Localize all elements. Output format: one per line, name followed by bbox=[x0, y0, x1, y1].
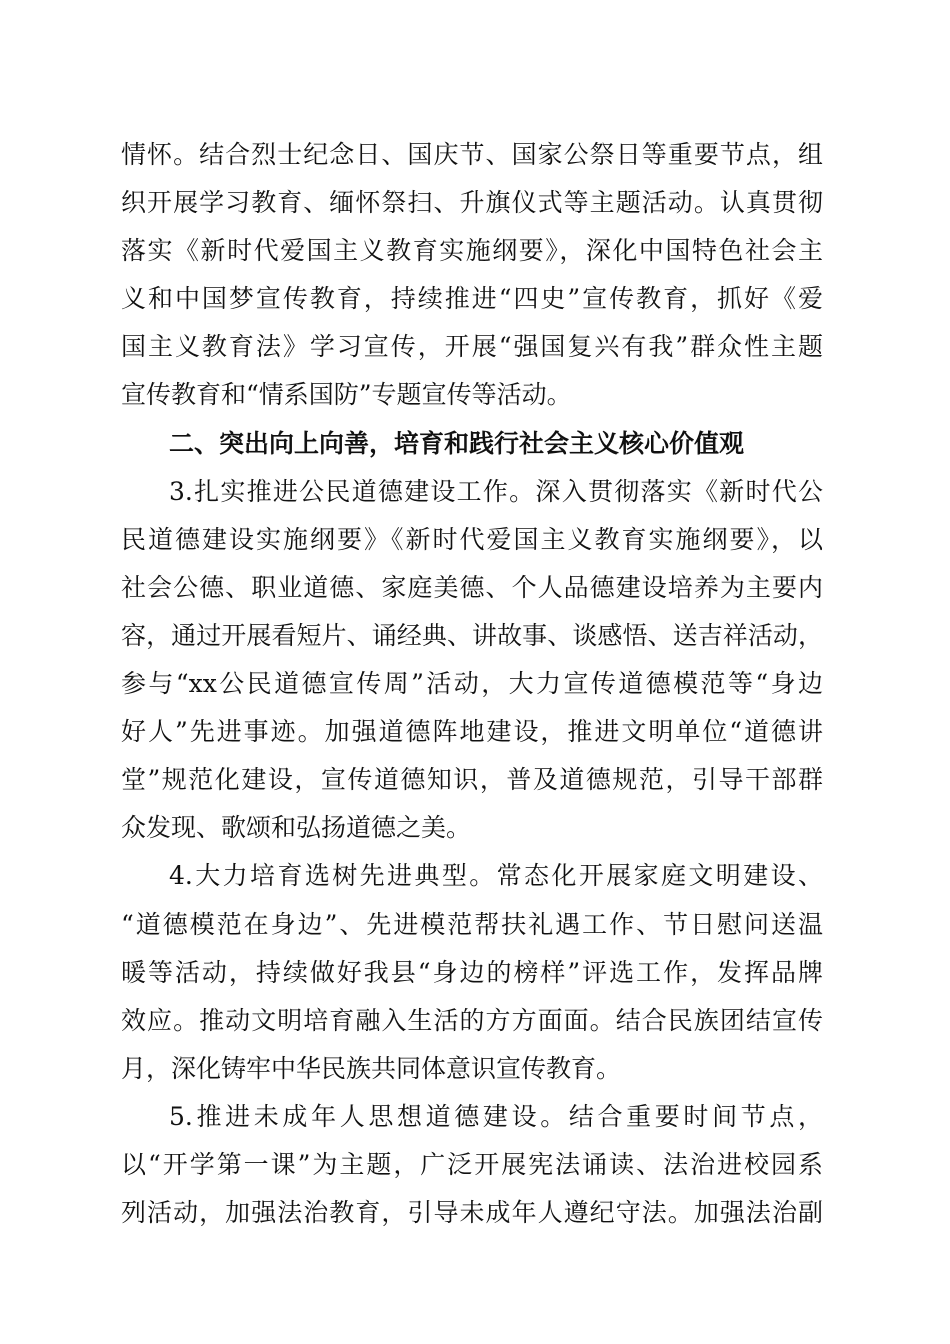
text-line: 情怀。结合烈士纪念日、国庆节、国家公祭日等重要节点，组 bbox=[121, 140, 823, 169]
text-line: 织开展学习教育、缅怀祭扫、升旗仪式等主题活动。认真贯彻 bbox=[121, 188, 823, 218]
text-line: 宣传教育和“情系国防”专题宣传等活动。 bbox=[121, 380, 572, 410]
text-line: 众发现、歌颂和弘扬道德之美。 bbox=[121, 813, 472, 843]
text-line: 参与“xx公民道德宣传周”活动，大力宣传道德模范等“身边 bbox=[121, 669, 823, 699]
text-line: 以“开学第一课”为主题，广泛开展宪法诵读、法治进校园系 bbox=[121, 1149, 823, 1179]
text-line: 民道德建设实施纲要》《新时代爱国主义教育实施纲要》，以 bbox=[121, 524, 823, 554]
paragraph-first-line: 3.扎实推进公民道德建设工作。深入贯彻落实《新时代公 bbox=[169, 476, 823, 506]
text-line: 社会公德、职业道德、家庭美德、个人品德建设培养为主要内 bbox=[121, 572, 823, 602]
text-line: 月，深化铸牢中华民族共同体意识宣传教育。 bbox=[121, 1053, 622, 1083]
text-line: 列活动，加强法治教育，引导未成年人遵纪守法。加强法治副 bbox=[121, 1198, 823, 1228]
text-line: 国主义教育法》学习宣传，开展“强国复兴有我”群众性主题 bbox=[121, 332, 823, 362]
text-line: 落实《新时代爱国主义教育实施纲要》，深化中国特色社会主 bbox=[121, 236, 823, 266]
section-heading: 二、突出向上向善，培育和践行社会主义核心价值观 bbox=[169, 428, 745, 458]
paragraph-first-line: 5.推进未成年人思想道德建设。结合重要时间节点， bbox=[169, 1101, 823, 1131]
text-line: 义和中国梦宣传教育，持续推进“四史”宣传教育，抓好《爱 bbox=[121, 284, 823, 314]
text-line: 效应。推动文明培育融入生活的方方面面。结合民族团结宣传 bbox=[121, 1005, 823, 1035]
text-line: 暖等活动，持续做好我县“身边的榜样”评选工作，发挥品牌 bbox=[121, 957, 823, 987]
body-text bbox=[121, 131, 823, 1237]
text-line: 容，通过开展看短片、诵经典、讲故事、谈感悟、送吉祥活动， bbox=[121, 620, 823, 650]
text-line: “道德模范在身边”、先进模范帮扶礼遇工作、节日慰问送温 bbox=[121, 909, 823, 939]
paragraph-first-line: 4.大力培育选树先进典型。常态化开展家庭文明建设、 bbox=[169, 861, 823, 891]
text-line: 堂”规范化建设，宣传道德知识，普及道德规范，引导干部群 bbox=[121, 765, 823, 795]
text-line: 好人”先进事迹。加强道德阵地建设，推进文明单位“道德讲 bbox=[121, 717, 823, 747]
